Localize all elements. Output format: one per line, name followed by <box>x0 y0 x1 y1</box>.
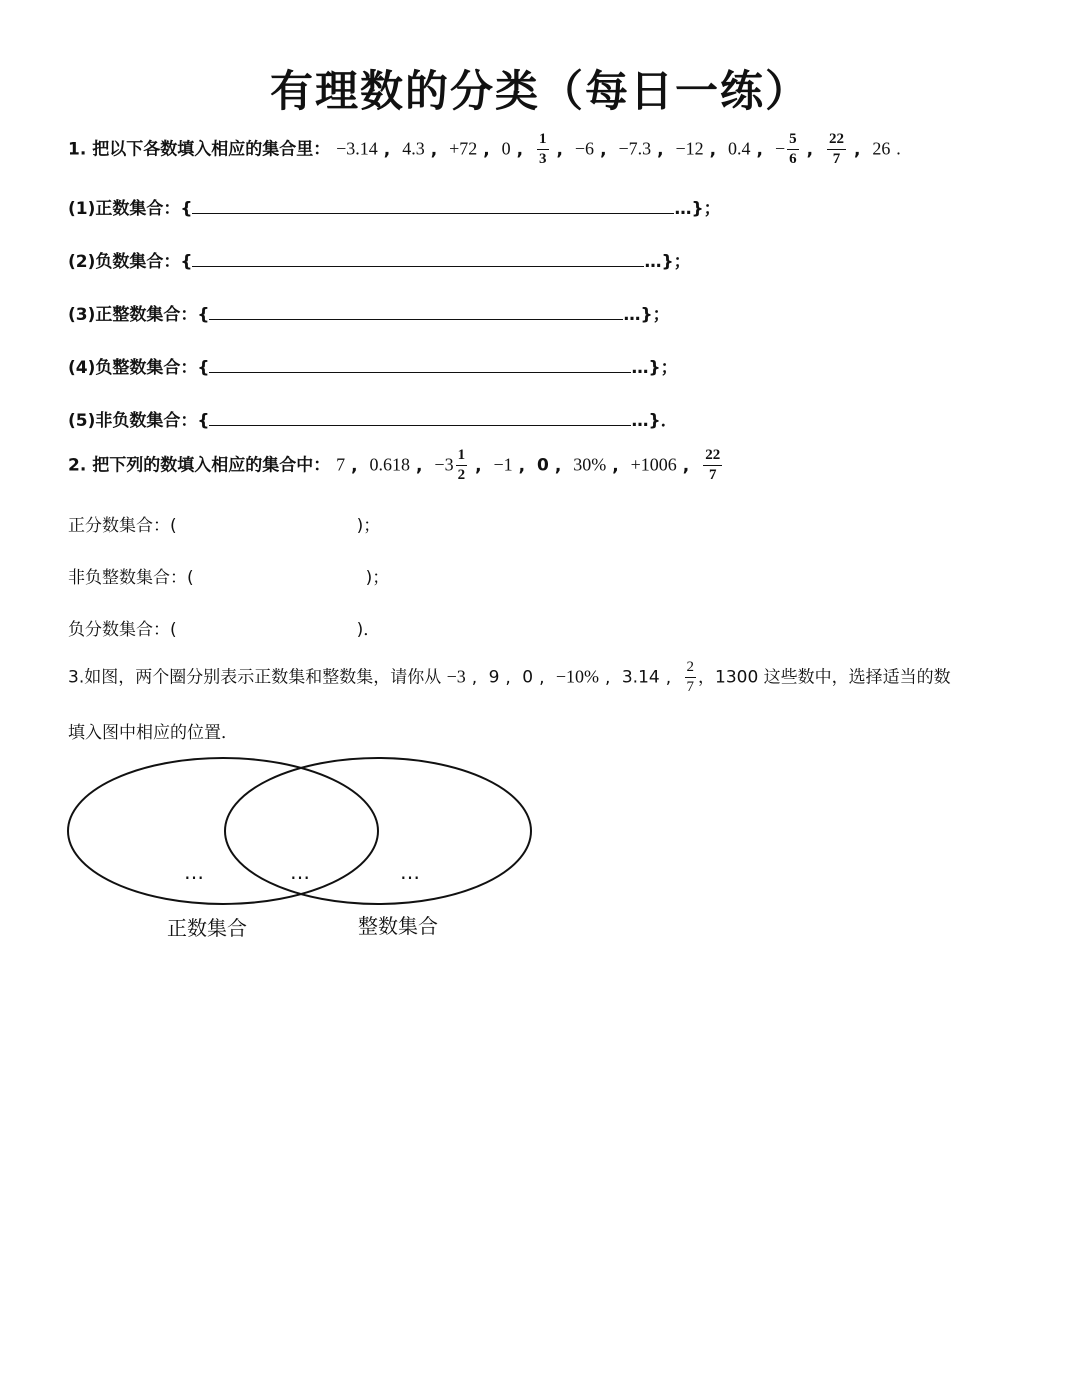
q1-number: 0.4 <box>728 138 751 159</box>
q1-set-negative-integer <box>68 353 678 378</box>
venn-label-integer: 整数集合 <box>358 914 438 938</box>
set-tail: …}． <box>631 411 678 431</box>
answer-blank[interactable] <box>209 411 631 426</box>
answer-blank[interactable] <box>209 358 631 373</box>
question-1: 1. 把以下各数填入相应的集合里： −3.14 , 4.3 , +72 , 0 , $\frac{1}{3}$ , −6 , −7.3 , −12 , 0.4 , − $\frac{5}{6}$ , $\frac{22}{7}$ , 26 . <box>68 131 901 167</box>
q1-prompt: 1. 把以下各数填入相应的集合里： <box>68 139 331 160</box>
venn-label-positive: 正数集合 <box>167 916 247 940</box>
answer-blank[interactable] <box>192 252 644 267</box>
set-label: 负分数集合：( <box>68 620 177 640</box>
q2-mixed-whole: −3 <box>434 454 454 475</box>
page-title: 有理数的分类（每日一练） <box>270 67 810 117</box>
venn-diagram <box>60 752 540 952</box>
q1-fraction-1-3: $\frac{1}{3}$ <box>539 131 547 167</box>
q1-fraction-5-6: $\frac{5}{6}$ <box>789 131 797 167</box>
q2-set-negative-fraction <box>68 615 380 640</box>
q1-negative-sign: − <box>774 138 786 159</box>
q1-number: 0 <box>501 138 511 159</box>
q1-period: . <box>896 138 901 159</box>
q2-set-positive-fraction <box>68 511 380 536</box>
answer-blank[interactable] <box>209 305 623 320</box>
q2-fraction-22-7: $\frac{22}{7}$ <box>705 447 721 483</box>
set-tail: )． <box>356 620 381 640</box>
set-label: 正分数集合：( <box>68 516 177 536</box>
positive-set-ellipse <box>68 758 378 904</box>
q1-number: −6 <box>574 138 595 159</box>
q2-mixed-fraction: $\frac{1}{2}$ <box>457 447 466 483</box>
set-label: (3)正整数集合：{ <box>68 305 210 325</box>
q2-number: 7 <box>336 454 346 475</box>
set-tail: …}； <box>623 305 670 325</box>
q1-number: 26 <box>872 138 891 159</box>
question-2: 2. 把下列的数填入相应的集合中： 7 , 0.618 , −3 $\frac{1}{2}$ , −1 , 0 , 30% , +1006 , $\frac{22}{7}$ <box>68 447 721 483</box>
set-tail: )； <box>365 568 390 588</box>
question-3: 3.如图，两个圈分别表示正数集和整数集，请你从 −3 , 9 , 0 , −10% , 3.14 , $\frac{2}{7}$ ，1300 这些数中，选择适当的数 <box>68 659 951 695</box>
q1-set-negative <box>68 247 691 272</box>
q3-prompt-line-2: 填入图中相应的位置． <box>68 723 238 743</box>
set-tail: …}； <box>631 358 678 378</box>
set-label: 非负整数集合：( <box>68 568 194 588</box>
set-label: (1)正数集合：{ <box>68 199 193 219</box>
q1-number: −3.14 <box>336 138 378 159</box>
answer-blank[interactable] <box>192 199 674 214</box>
q2-number: 0.618 <box>369 454 411 475</box>
set-tail: …}； <box>674 199 721 219</box>
q1-fraction-22-7: $\frac{22}{7}$ <box>828 131 844 167</box>
q1-number: −7.3 <box>618 138 652 159</box>
q2-number: 0 <box>537 455 549 476</box>
q2-number: 30% <box>573 454 607 475</box>
q3-number: 0 <box>522 667 534 688</box>
q3-prompt-rest: ，1300 这些数中，选择适当的数 <box>698 667 951 688</box>
venn-dots-right[interactable]: … <box>400 860 420 884</box>
q1-number: +72 <box>449 138 478 159</box>
q1-set-positive-integer <box>68 300 670 325</box>
q2-prompt: 2. 把下列的数填入相应的集合中： <box>68 455 331 476</box>
set-tail: )； <box>356 516 381 536</box>
q3-number: −10% <box>555 666 600 687</box>
q1-number: 4.3 <box>402 138 425 159</box>
q2-number: −1 <box>493 454 513 475</box>
set-label: (4)负整数集合：{ <box>68 358 210 378</box>
set-label: (5)非负数集合：{ <box>68 411 210 431</box>
q3-number: −3 <box>446 666 466 687</box>
q2-number: +1006 <box>630 454 677 475</box>
q3-number: 3.14 <box>621 667 660 688</box>
q1-number: −12 <box>675 138 704 159</box>
set-tail: …}； <box>644 252 691 272</box>
venn-dots-middle[interactable]: … <box>290 860 310 884</box>
q3-fraction-2-7: $\frac{2}{7}$ <box>686 659 695 695</box>
q3-prompt: 3.如图，两个圈分别表示正数集和整数集，请你从 <box>68 667 442 688</box>
q1-set-positive <box>68 194 721 219</box>
venn-dots-left[interactable]: … <box>184 860 204 884</box>
q3-number: 9 <box>488 667 500 688</box>
q1-set-non-negative <box>68 406 678 431</box>
q2-set-non-negative-integer <box>68 563 389 588</box>
set-label: (2)负数集合：{ <box>68 252 193 272</box>
